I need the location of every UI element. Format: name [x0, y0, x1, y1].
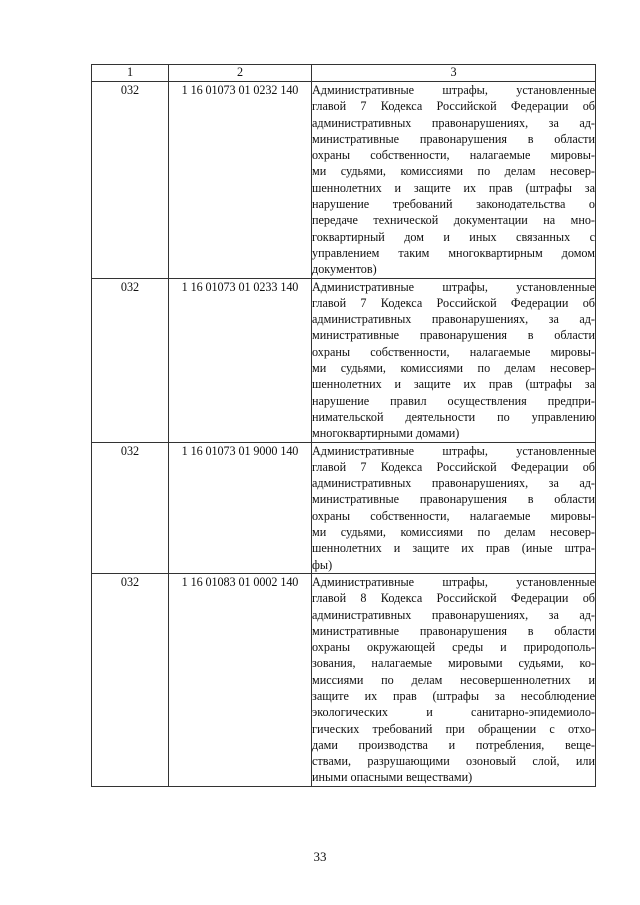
description-line: министративные правонарушения в области — [312, 623, 595, 638]
description-line: главой 7 Кодекса Российской Федерации об — [312, 99, 595, 114]
description-line: ми судьями, комиссиями по делам несовер- — [312, 361, 595, 376]
table-row — [92, 442, 596, 573]
description-cell — [312, 573, 596, 786]
description-line: ствами, разрушающими озоновый слой, или — [312, 754, 595, 769]
description-line: многоквартирными домами) — [312, 426, 460, 441]
admin-code-cell: 032 — [92, 82, 169, 279]
description-line: защите их прав (штрафы за несоблюдение — [312, 688, 595, 703]
description-line: гических требований при обращении с отхо- — [312, 721, 595, 736]
budget-classification-code-cell: 1 16 01073 01 0233 140 — [169, 278, 312, 442]
description-line: Административные штрафы, установленные — [312, 279, 595, 294]
description-line: главой 8 Кодекса Российской Федерации об — [312, 591, 595, 606]
page-number: 33 — [313, 849, 327, 864]
header-col-2: 2 — [169, 65, 312, 82]
table-row — [92, 278, 596, 442]
description-line: гоквартирный дом и иных связанных с — [312, 229, 595, 244]
description-line: миссиями по делам несовершеннолетних и — [312, 672, 595, 687]
description-cell — [312, 278, 596, 442]
table-row — [92, 82, 596, 279]
description-line: Административные штрафы, установленные — [312, 83, 595, 97]
header-col-3: 3 — [312, 65, 596, 82]
description-line: шеннолетних и защите их прав (иные штра- — [312, 541, 595, 556]
budget-classification-code-cell: 1 16 01073 01 0232 140 — [169, 82, 312, 279]
admin-code-cell: 032 — [92, 442, 169, 573]
description-line: административных правонарушениях, за ад- — [312, 115, 595, 130]
table-row — [92, 573, 596, 786]
description-line: административных правонарушениях, за ад- — [312, 312, 595, 327]
description-line: охраны собственности, налагаемые мировы- — [312, 508, 595, 523]
description-line: зования, налагаемые мировыми судьями, ко- — [312, 656, 595, 671]
budget-codes-table — [91, 64, 596, 787]
description-line: документов) — [312, 262, 377, 277]
description-line: административных правонарушениях, за ад- — [312, 476, 595, 491]
admin-code-cell: 032 — [92, 573, 169, 786]
description-line: министративные правонарушения в области — [312, 328, 595, 343]
description-line: ми судьями, комиссиями по делам несовер- — [312, 525, 595, 540]
table-header-row — [92, 65, 596, 82]
description-line: иными опасными веществами) — [312, 770, 473, 785]
budget-classification-code-cell: 1 16 01083 01 0002 140 — [169, 573, 312, 786]
description-line: нимательской деятельности по управлению — [312, 409, 595, 424]
description-line: дами производства и потребления, веще- — [312, 737, 595, 752]
description-cell — [312, 442, 596, 573]
description-line: министративные правонарушения в области — [312, 492, 595, 507]
description-line: нарушение требований законодательства о — [312, 197, 595, 212]
description-line: охраны собственности, налагаемые мировы- — [312, 148, 595, 163]
header-col-1: 1 — [92, 65, 169, 82]
description-line: охраны собственности, налагаемые мировы- — [312, 344, 595, 359]
description-line: главой 7 Кодекса Российской Федерации об — [312, 459, 595, 474]
description-line: фы) — [312, 557, 333, 572]
description-line: шеннолетних и защите их прав (штрафы за — [312, 377, 595, 392]
description-line: главой 7 Кодекса Российской Федерации об — [312, 295, 595, 310]
description-line: министративные правонарушения в области — [312, 131, 595, 146]
description-line: управлением таким многоквартирным домом — [312, 245, 595, 260]
admin-code-cell: 032 — [92, 278, 169, 442]
description-line: передаче технической документации на мно- — [312, 213, 595, 228]
description-line: ми судьями, комиссиями по делам несовер- — [312, 164, 595, 179]
description-line: Административные штрафы, установленные — [312, 574, 595, 589]
description-cell — [312, 82, 596, 279]
budget-classification-code-cell: 1 16 01073 01 9000 140 — [169, 442, 312, 573]
description-line: охраны окружающей среды и природополь- — [312, 640, 595, 655]
description-line: Административные штрафы, установленные — [312, 443, 595, 458]
description-line: нарушение правил осуществления предпри- — [312, 393, 595, 408]
description-line: шеннолетних и защите их прав (штрафы за — [312, 180, 595, 195]
description-line: административных правонарушениях, за ад- — [312, 607, 595, 622]
description-line: экологических и санитарно-эпидемиоло- — [312, 705, 595, 720]
